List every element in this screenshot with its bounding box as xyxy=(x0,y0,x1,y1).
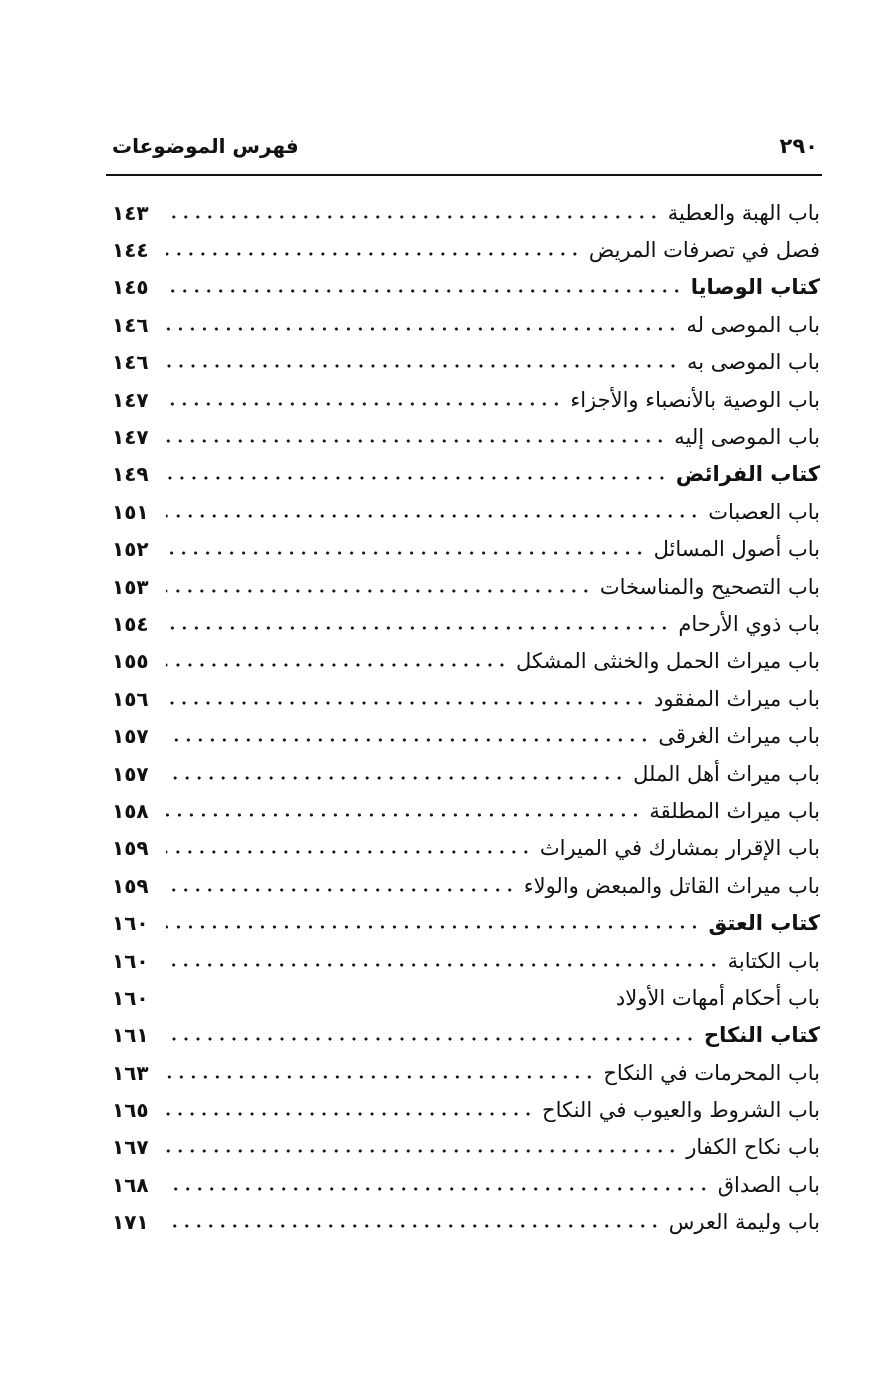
dot-leader xyxy=(166,924,700,930)
toc-book-heading xyxy=(112,904,820,941)
toc-entry-title: باب الموصى إليه xyxy=(674,425,820,450)
toc-page-number: ١٧١ xyxy=(112,1210,149,1235)
toc-entry xyxy=(112,867,820,904)
toc-entry xyxy=(112,493,820,530)
toc-page-number: ١٥٩ xyxy=(112,873,149,898)
toc-entry xyxy=(112,306,820,343)
dot-leader xyxy=(166,887,516,893)
dot-leader xyxy=(166,363,679,369)
toc-entry-title: باب ميراث القاتل والمبعض والولاء xyxy=(523,873,820,898)
dot-leader xyxy=(166,812,641,818)
dot-leader xyxy=(166,1074,595,1080)
dot-leader xyxy=(166,588,592,594)
toc-entry-title: باب الموصى له xyxy=(686,312,820,337)
toc-entry-title: باب ميراث أهل الملل xyxy=(633,761,820,786)
toc-entry xyxy=(112,381,820,418)
toc-entry-title: باب ميراث المفقود xyxy=(654,686,820,711)
toc-book-heading xyxy=(112,1017,820,1054)
toc-page-number: ١٤٩ xyxy=(112,462,149,487)
toc-page-number: ١٥٧ xyxy=(112,761,149,786)
toc-entry-title: باب المحرمات في النكاح xyxy=(603,1060,820,1085)
toc-book-title: كتاب الوصايا xyxy=(690,275,820,300)
dot-leader xyxy=(166,662,508,668)
dot-leader xyxy=(166,251,581,257)
toc-page-number: ١٦٨ xyxy=(112,1172,149,1197)
toc-page-number: ١٤٣ xyxy=(112,200,149,225)
toc-entry xyxy=(112,792,820,829)
dot-leader xyxy=(166,700,646,706)
toc-entry xyxy=(112,755,820,792)
toc-page-number: ١٤٥ xyxy=(112,275,149,300)
toc-page-number: ١٦٠ xyxy=(112,948,149,973)
dot-leader xyxy=(166,1186,710,1192)
toc-book-title: كتاب العتق xyxy=(708,911,820,936)
toc-page-number: ١٦٥ xyxy=(112,1098,149,1123)
dot-leader xyxy=(166,1036,696,1042)
toc-page-number: ١٦٠ xyxy=(112,985,149,1010)
toc-entry xyxy=(112,979,820,1016)
toc-entry xyxy=(112,568,820,605)
toc-entry xyxy=(112,680,820,717)
toc-entry-title: باب وليمة العرس xyxy=(668,1210,820,1235)
toc-page-number: ١٥٨ xyxy=(112,798,149,823)
toc-entry-title: باب الصداق xyxy=(717,1172,820,1197)
toc-page-number: ١٤٦ xyxy=(112,350,149,375)
toc-page-number: ١٤٦ xyxy=(112,312,149,337)
toc-entry-title: باب ميراث المطلقة xyxy=(649,798,820,823)
dot-leader xyxy=(166,625,670,631)
dot-leader xyxy=(166,999,608,1005)
toc-entry-title: باب الوصية بالأنصباء والأجزاء xyxy=(570,387,820,412)
toc-entry xyxy=(112,830,820,867)
toc-entry xyxy=(112,643,820,680)
toc-entry xyxy=(112,717,820,754)
toc-book-heading xyxy=(112,456,820,493)
toc-entry xyxy=(112,1054,820,1091)
toc-entry xyxy=(112,531,820,568)
toc-entry-title: فصل في تصرفات المريض xyxy=(588,238,820,263)
toc-page-number: ١٦٣ xyxy=(112,1060,149,1085)
dot-leader xyxy=(166,550,646,556)
toc-entry xyxy=(112,1091,820,1128)
toc-entry-title: باب التصحيح والمناسخات xyxy=(599,574,820,599)
toc-entry-title: باب الموصى به xyxy=(686,350,820,375)
toc-page-number: ١٤٤ xyxy=(112,238,149,263)
toc-entry xyxy=(112,418,820,455)
toc-page-number: ١٦٧ xyxy=(112,1135,149,1160)
toc-entry-title: باب أحكام أمهات الأولاد xyxy=(615,985,820,1010)
dot-leader xyxy=(166,401,562,407)
toc-entry-title: باب الإقرار بمشارك في الميراث xyxy=(539,836,820,861)
toc-page-number: ١٥٧ xyxy=(112,724,149,749)
dot-leader xyxy=(166,1148,678,1154)
toc-entry-title: باب ميراث الغرقى xyxy=(658,724,820,749)
dot-leader xyxy=(166,962,720,968)
toc-entry xyxy=(112,605,820,642)
toc-book-heading xyxy=(112,269,820,306)
dot-leader xyxy=(166,849,532,855)
toc-entry xyxy=(112,1129,820,1166)
toc-entry xyxy=(112,1204,820,1241)
running-head-title: فهرس الموضوعات xyxy=(112,134,299,158)
toc-entry-title: باب نكاح الكفار xyxy=(686,1135,820,1160)
toc-entry-title: باب ذوي الأرحام xyxy=(678,611,820,636)
dot-leader xyxy=(166,775,625,781)
toc-entry xyxy=(112,194,820,231)
table-of-contents xyxy=(112,194,820,1241)
dot-leader xyxy=(166,288,683,294)
toc-page-number: ١٥٣ xyxy=(112,574,149,599)
toc-entry-title: باب الشروط والعيوب في النكاح xyxy=(542,1098,820,1123)
dot-leader xyxy=(166,475,668,481)
dot-leader xyxy=(166,1111,534,1117)
toc-page-number: ١٦١ xyxy=(112,1023,149,1048)
dot-leader xyxy=(166,513,700,519)
running-head xyxy=(108,128,820,164)
toc-page-number: ١٥١ xyxy=(112,499,149,524)
toc-book-title: كتاب الفرائض xyxy=(675,462,820,487)
toc-page-number: ١٤٧ xyxy=(112,425,149,450)
toc-page-number: ١٥٥ xyxy=(112,649,149,674)
dot-leader xyxy=(166,326,678,332)
toc-entry-title: باب الهبة والعطية xyxy=(667,200,820,225)
dot-leader xyxy=(166,214,660,220)
toc-book-title: كتاب النكاح xyxy=(704,1023,820,1048)
toc-page-number: ١٤٧ xyxy=(112,387,149,412)
page-number: ٢٩٠ xyxy=(779,134,818,158)
dot-leader xyxy=(166,438,666,444)
toc-entry-title: باب العصبات xyxy=(708,499,820,524)
toc-entry xyxy=(112,1166,820,1203)
toc-entry-title: باب أصول المسائل xyxy=(653,537,820,562)
header-rule xyxy=(106,174,822,176)
dot-leader xyxy=(166,737,650,743)
toc-entry xyxy=(112,942,820,979)
toc-page-number: ١٥٢ xyxy=(112,537,149,562)
toc-page-number: ١٥٦ xyxy=(112,686,149,711)
toc-entry xyxy=(112,344,820,381)
toc-entry-title: باب ميراث الحمل والخنثى المشكل xyxy=(515,649,820,674)
toc-page-number: ١٥٩ xyxy=(112,836,149,861)
toc-page-number: ١٥٤ xyxy=(112,611,149,636)
toc-entry xyxy=(112,231,820,268)
toc-page-number: ١٦٠ xyxy=(112,911,149,936)
dot-leader xyxy=(166,1223,661,1229)
toc-entry-title: باب الكتابة xyxy=(727,948,820,973)
